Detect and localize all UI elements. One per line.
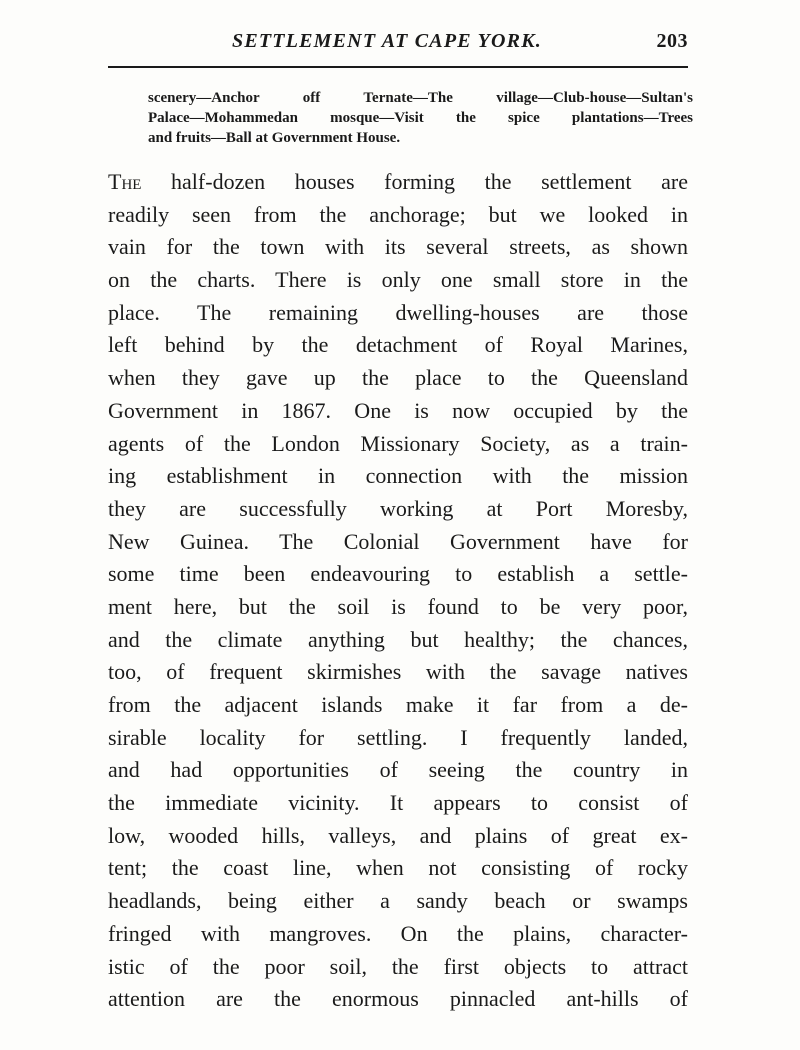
- body-line: ing establishment in connection with the mission: [108, 463, 688, 489]
- body-line: too, of frequent skirmishes with the savage natives: [108, 659, 688, 685]
- page-number: 203: [656, 30, 688, 52]
- body-line: tent; the coast line, when not consisting of rocky: [108, 855, 688, 881]
- body-line: they are successfully working at Port Moresby,: [108, 495, 688, 521]
- header-rule: [108, 66, 688, 68]
- first-line-text: half-dozen houses forming the settlement are: [141, 169, 688, 194]
- body-text: [108, 166, 688, 1016]
- body-line: ment here, but the soil is found to be very poor,: [108, 593, 688, 619]
- body-line: on the charts. There is only one small store in the: [108, 267, 688, 293]
- body-line: [108, 166, 688, 199]
- running-title: SETTLEMENT AT CAPE YORK.: [232, 30, 542, 52]
- body-line: fringed with mangroves. On the plains, character-: [108, 920, 688, 946]
- body-line: place. The remaining dwelling-houses are those: [108, 299, 688, 325]
- body-line: readily seen from the anchorage; but we looked in: [108, 201, 688, 227]
- body-line: low, wooded hills, valleys, and plains of great ex-: [108, 822, 688, 848]
- body-line: when they gave up the place to the Queensland: [108, 365, 688, 391]
- body-line: agents of the London Missionary Society, as a train-: [108, 430, 688, 456]
- body-line: sirable locality for settling. I frequently landed,: [108, 724, 688, 750]
- body-line: vain for the town with its several streets, as shown: [108, 234, 688, 260]
- body-line: the immediate vicinity. It appears to consist of: [108, 790, 688, 816]
- body-line: New Guinea. The Colonial Government have for: [108, 528, 688, 554]
- body-line: attention are the enormous pinnacled ant-hills of: [108, 986, 688, 1012]
- body-line: Government in 1867. One is now occupied by the: [108, 397, 688, 423]
- opening-word: The: [108, 169, 142, 194]
- running-header: [108, 30, 688, 60]
- body-line: and had opportunities of seeing the country in: [108, 757, 688, 783]
- body-line: from the adjacent islands make it far from a de-: [108, 692, 688, 717]
- body-line: some time been endeavouring to establish a settle-: [108, 561, 688, 587]
- summary-line: and fruits—Ball at Government House.: [148, 130, 401, 146]
- body-line: and the climate anything but healthy; the chances,: [108, 626, 688, 652]
- summary-line: Palace—Mohammedan mosque—Visit the spice plantations—Trees: [148, 110, 693, 126]
- body-line: headlands, being either a sandy beach or swamps: [108, 888, 688, 914]
- body-line: istic of the poor soil, the first objects to attract: [108, 953, 688, 979]
- body-line: left behind by the detachment of Royal Marines,: [108, 332, 688, 358]
- chapter-summary: [148, 88, 693, 148]
- summary-line: scenery—Anchor off Ternate—The village—Club-house—Sultan's: [148, 90, 693, 106]
